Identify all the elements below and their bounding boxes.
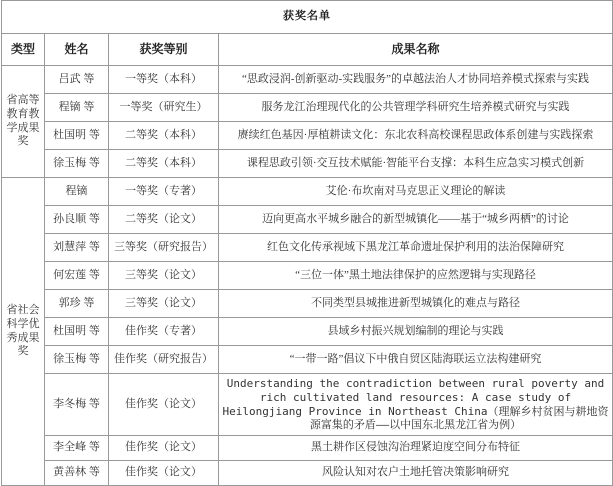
award-cell: 二等奖（本科） — [109, 122, 219, 150]
award-cell: 佳作奖（专著） — [109, 318, 219, 346]
achievement-cell: 赓续红色基因·厚植耕读文化：东北农科高校课程思政体系创建与实践探索 — [219, 122, 613, 150]
table-header-row — [2, 34, 613, 66]
award-cell: 一等奖（本科） — [109, 66, 219, 94]
table-row — [2, 318, 613, 346]
name-cell: 孙良顺 等 — [45, 206, 109, 234]
table-row — [2, 374, 613, 436]
table-row — [2, 234, 613, 262]
column-header-achievement: 成果名称 — [219, 34, 613, 66]
name-cell: 吕武 等 — [45, 66, 109, 94]
name-cell: 杜国明 等 — [45, 122, 109, 150]
award-cell: 佳作奖（论文） — [109, 461, 219, 486]
achievement-cell: 课程思政引领·交互技术赋能·智能平台支撑：本科生应急实习模式创新 — [219, 150, 613, 178]
award-cell: 佳作奖（论文） — [109, 374, 219, 436]
table-row — [2, 206, 613, 234]
column-header-type: 类型 — [2, 34, 45, 66]
table-row — [2, 94, 613, 122]
table-row — [2, 150, 613, 178]
table-row — [2, 178, 613, 206]
table-row — [2, 436, 613, 461]
name-cell: 程镝 等 — [45, 94, 109, 122]
table-row — [2, 290, 613, 318]
name-cell: 杜国明 等 — [45, 318, 109, 346]
award-cell: 佳作奖（论文） — [109, 436, 219, 461]
achievement-cell: 县域乡村振兴规划编制的理论与实践 — [219, 318, 613, 346]
award-cell: 三等奖（研究报告） — [109, 234, 219, 262]
achievement-cell: “一带一路”倡议下中俄自贸区陆海联运立法构建研究 — [219, 346, 613, 374]
achievement-cell: 风险认知对农户土地托管决策影响研究 — [219, 461, 613, 486]
award-cell: 二等奖（论文） — [109, 206, 219, 234]
achievement-cell: “思政浸润-创新驱动-实践服务”的卓越法治人才协同培养模式探索与实践 — [219, 66, 613, 94]
awards-table — [1, 0, 613, 486]
achievement-cell: 迈向更高水平城乡融合的新型城镇化——基于“城乡两栖”的讨论 — [219, 206, 613, 234]
name-cell: 程镝 — [45, 178, 109, 206]
name-cell: 刘慧萍 等 — [45, 234, 109, 262]
name-cell: 郭珍 等 — [45, 290, 109, 318]
title-row — [2, 1, 613, 34]
table-row — [2, 66, 613, 94]
achievement-cell: “三位一体”黑土地法律保护的应然逻辑与实现路径 — [219, 262, 613, 290]
award-cell: 佳作奖（研究报告） — [109, 346, 219, 374]
name-cell: 黄善林 等 — [45, 461, 109, 486]
achievement-cell: 服务龙江治理现代化的公共管理学科研究生培养模式研究与实践 — [219, 94, 613, 122]
award-cell: 一等奖（专著） — [109, 178, 219, 206]
award-cell: 三等奖（论文） — [109, 262, 219, 290]
achievement-cell: 艾伦·布坎南对马克思正义理论的解读 — [219, 178, 613, 206]
name-cell: 李全峰 等 — [45, 436, 109, 461]
table-row — [2, 122, 613, 150]
table-row — [2, 461, 613, 486]
award-cell: 二等奖（本科） — [109, 150, 219, 178]
achievement-cell: Understanding the contradiction between rural poverty and rich cultivated land resources: A case study of Heilongjiang Province in Northeast China（理解乡村贫困与耕地资源富集的矛盾——以中国东北黑龙江省为例） — [219, 374, 613, 436]
achievement-cell: 不同类型县城推进新型城镇化的难点与路径 — [219, 290, 613, 318]
column-header-name: 姓名 — [45, 34, 109, 66]
achievement-cell: 黑土耕作区侵蚀沟治理紧迫度空间分布特征 — [219, 436, 613, 461]
award-cell: 三等奖（论文） — [109, 290, 219, 318]
achievement-cell: 红色文化传承视域下黑龙江革命遗址保护利用的法治保障研究 — [219, 234, 613, 262]
name-cell: 李冬梅 等 — [45, 374, 109, 436]
group-cell-social-science-awards: 省社会科学优秀成果奖 — [2, 178, 45, 486]
group-cell-teaching-awards: 省高等教育教学成果奖 — [2, 66, 45, 178]
award-cell: 一等奖（研究生） — [109, 94, 219, 122]
table-row — [2, 262, 613, 290]
name-cell: 何宏莲 等 — [45, 262, 109, 290]
table-row — [2, 346, 613, 374]
page-title: 获奖名单 — [2, 1, 613, 34]
name-cell: 徐玉梅 等 — [45, 150, 109, 178]
column-header-award: 获奖等别 — [109, 34, 219, 66]
name-cell: 徐玉梅 等 — [45, 346, 109, 374]
